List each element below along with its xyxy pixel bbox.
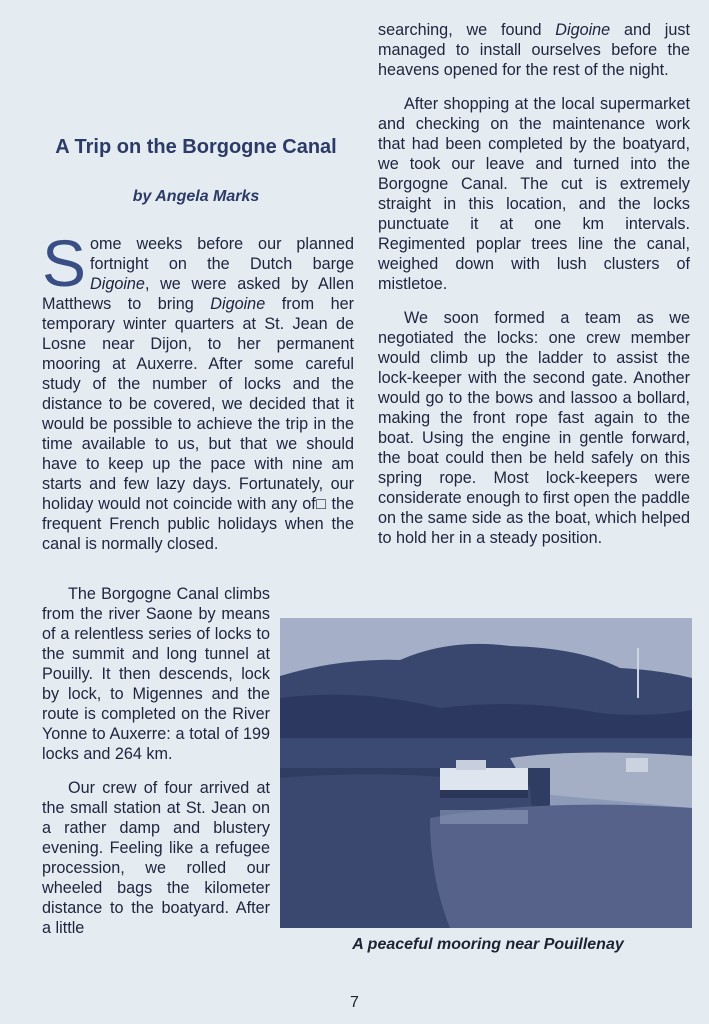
page-number: 7 — [350, 994, 359, 1011]
article-byline: by Angela Marks — [132, 188, 260, 205]
left-column-bottom — [42, 584, 270, 938]
canal-photo-illustration — [280, 618, 692, 928]
paragraph-6: We soon formed a team as we negotiated the locks: one crew member would climb up the ladder to assist the lock-keeper with the second gate. Another would go to the bows and lassoo a bollard, making the front rope fast again to the boat. Using the engine in gentle forward, the boat could then be held safely on this spring rope. Most lock-keepers were considerate enough to first open the paddle on the same side as the boat, which helped to hold her in a steady position. — [378, 309, 690, 547]
paragraph-3: Our crew of four arrived at the small station at St. Jean on a rather damp and blustery evening. Feeling like a refugee procession, we rolled our wheeled bags the kilometer distance to the boatyard. After a little — [42, 779, 270, 937]
canal-photo — [280, 618, 692, 928]
paragraph-2: The Borgogne Canal climbs from the river Saone by means of a relentless series of locks to the summit and long tunnel at Pouilly. It then descends, lock by lock, to Migennes and the route is completed on the River Yonne to Auxerre: a total of 199 locks and 264 km. — [42, 585, 270, 763]
photo-caption: A peaceful mooring near Pouillenay — [352, 936, 624, 953]
right-column — [378, 20, 690, 548]
paragraph-4: searching, we found Digoine and just managed to install ourselves before the heavens opened for the rest of the night. — [378, 21, 690, 79]
article-title: A Trip on the Borgogne Canal — [55, 136, 337, 158]
paragraph-1: Some weeks before our planned fortnight on the Dutch barge Digoine, we were asked by Allen Matthews to bring Digoine from her temporary winter quarters at St. Jean de Losne near Dijon, to her permanent mooring at Auxerre. After some careful study of the number of locks and the distance to be covered, we decided that it would be possible to achieve the trip in the time available to us, but that we should have to keep up the pace with nine am starts and few lazy days. Fortunately, our holiday would not coincide with any of□ the frequent French public holidays when the canal is normally closed. — [42, 226, 354, 553]
left-column-top — [42, 226, 354, 554]
paragraph-5: After shopping at the local supermarket and checking on the maintenance work that had been completed by the boatyard, we took our leave and turned into the Borgogne Canal. The cut is extremely straight in this location, and the locks punctuate it at one km intervals. Regimented poplar trees line the canal, weighed down with lush clusters of mistletoe. — [378, 95, 690, 293]
drop-cap: S — [42, 226, 87, 300]
